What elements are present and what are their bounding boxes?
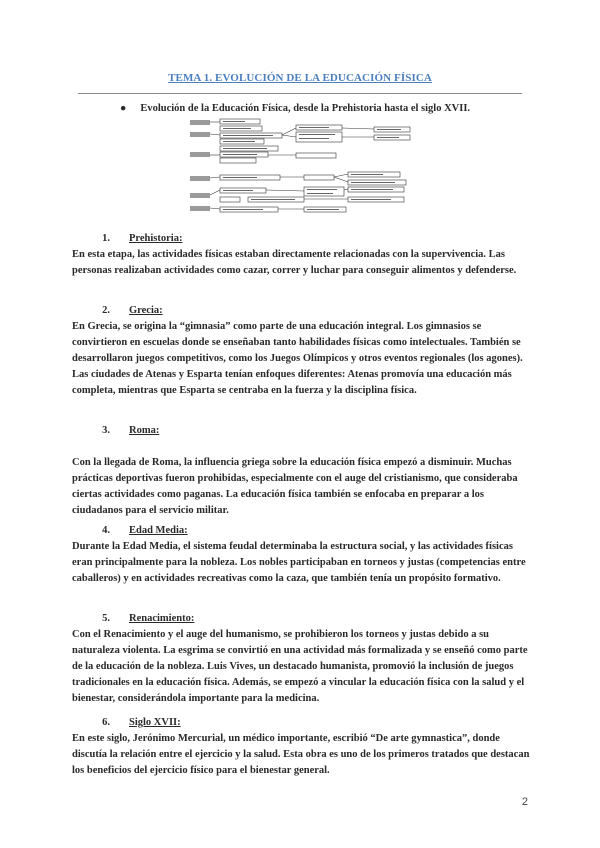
page-number: 2 xyxy=(521,796,528,808)
section-title: Edad Media: xyxy=(129,525,188,536)
section-paragraph: Con el Renacimiento y el auge del humanismo, se prohibieron los torneos y justas debido a su naturaleza violenta. La esgrima se convirtió en una actividad más formalizada y se enseñó como parte de la educación de la nobleza. Luis Vives, un destacado humanista, promovió la inclusión de juegos tradicionales en la educación física. Además, se empezó a vincular la educación física con la salud y el bienestar, considerándola importante para la medicina. xyxy=(72,629,528,704)
section-number: 6. xyxy=(102,717,110,728)
section-paragraph: En Grecia, se origina la “gimnasia” como parte de una educación integral. Los gimnasios se convirtieron en escuelas donde se enseñaban tanto habilidades físicas como intelectuales. También se desarrollaron juegos competitivos, como los Juegos Olímpicos y otros eventos regionales (los agones). Las ciudades de Atenas y Esparta tenían enfoques diferentes: Atenas promovía una educación más completa, mientras que Esparta se centraba en la fuerza y la disciplina física. xyxy=(72,321,523,396)
section-paragraph: Con la llegada de Roma, la influencia griega sobre la educación física empezó a disminuir. Muchas prácticas deportivas fueron prohibidas, especialmente con el auge del cristianismo, que consideraba ciertas actividades como paganas. La educación física también se enfocaba en preparar a los ciudadanos para el servicio militar. xyxy=(72,457,518,516)
section-title: Renacimiento: xyxy=(129,613,195,624)
section-number: 2. xyxy=(102,305,110,316)
bullet-icon: ● xyxy=(120,103,127,114)
section-title: Siglo XVII: xyxy=(129,717,181,728)
section-roma xyxy=(72,423,532,519)
diagram-text-marks xyxy=(223,121,401,210)
bullet-item xyxy=(120,103,470,114)
section-title: Grecia: xyxy=(129,305,163,316)
section-heading xyxy=(72,523,532,539)
section-number: 5. xyxy=(102,613,110,624)
section-title: Prehistoria: xyxy=(129,233,183,244)
section-number: 3. xyxy=(102,425,110,436)
section-heading xyxy=(72,715,532,731)
section-paragraph: En este siglo, Jerónimo Mercurial, un médico importante, escribió “De arte gymnastica”, donde discutía la relación entre el ejercicio y la salud. Esta obra es uno de los primeros tratados que destacan los beneficios del ejercicio físico para el bienestar general. xyxy=(72,733,530,776)
section-edad-media xyxy=(72,523,532,587)
section-heading xyxy=(72,303,532,319)
section-renacimiento xyxy=(72,611,532,707)
evolution-diagram xyxy=(188,117,416,219)
section-heading xyxy=(72,231,532,247)
section-grecia xyxy=(72,303,532,399)
document-title: TEMA 1. EVOLUCIÓN DE LA EDUCACIÓN FÍSICA xyxy=(168,72,432,84)
bullet-text: Evolución de la Educación Física, desde la Prehistoria hasta el siglo XVII. xyxy=(140,103,471,114)
section-paragraph: En esta etapa, las actividades físicas estaban directamente relacionadas con la supervivencia. Las personas realizaban actividades como cazar, correr y luchar para conseguir alimentos y defenderse. xyxy=(72,249,517,276)
diagram-boxes xyxy=(220,119,410,212)
section-paragraph: Durante la Edad Media, el sistema feudal determinaba la estructura social, y las actividades físicas eran principalmente para la nobleza. Los nobles participaban en torneos y justas (competencias entre caballeros) y en actividades recreativas como la caza, que también tenía un propósito formativo. xyxy=(72,541,526,584)
section-prehistoria xyxy=(72,231,532,279)
section-title: Roma: xyxy=(129,425,160,436)
title-divider xyxy=(78,93,522,94)
section-heading xyxy=(72,423,532,439)
section-number: 1. xyxy=(102,233,110,244)
section-siglo-xvii xyxy=(72,715,532,779)
section-heading xyxy=(72,611,532,627)
section-number: 4. xyxy=(102,525,110,536)
diagram-period-labels xyxy=(190,120,210,211)
